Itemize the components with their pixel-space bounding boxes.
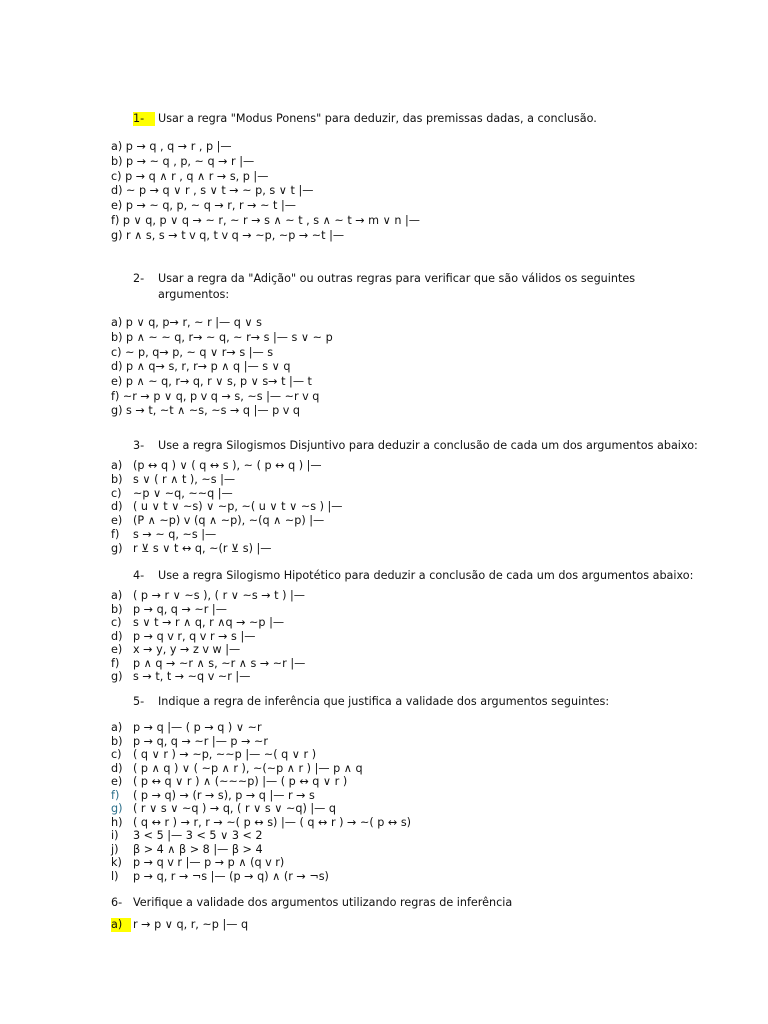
s3-label-d: d) <box>111 500 123 513</box>
item-label: c) <box>111 170 122 183</box>
item-label: c) <box>111 346 122 359</box>
s4-label-a: a) <box>111 589 123 602</box>
s5-label-c: c) <box>111 748 122 761</box>
item-label: d) <box>111 360 123 373</box>
s4-label-f: f) <box>111 657 120 670</box>
s5-label-h: h) <box>111 816 123 829</box>
s2-item-b <box>111 331 333 345</box>
s4-label-b: b) <box>111 603 123 616</box>
s6-label-a: a) <box>111 918 131 932</box>
s1-item-g <box>111 229 344 243</box>
s5-text-e: ( p ↔ q ∨ r ) ∧ (~~~p) |— ( p ↔ q ∨ r ) <box>133 775 348 788</box>
s4-text-f: p ∧ q → ~r ∧ s, ~r ∧ s → ~r |— <box>133 657 306 670</box>
s5-label-f: f) <box>111 789 120 802</box>
s5-text-b: p → q, q → ~r |— p → ~r <box>133 735 268 748</box>
s5-label-d: d) <box>111 762 123 775</box>
s5-text-k: p → q v r |— p → p ∧ (q v r) <box>133 856 285 869</box>
s1-item-b <box>111 155 254 169</box>
item-text: s → t, ~t ∧ ~s, ~s → q |— p v q <box>126 404 301 417</box>
section-2-number: 2- <box>133 272 145 285</box>
s5-text-l: p → q, r → ¬s |— (p → q) ∧ (r → ¬s) <box>133 870 329 883</box>
s3-text-a: (p ↔ q ) ∨ ( q ↔ s ), ~ ( p ↔ q ) |— <box>133 459 322 472</box>
s2-item-d <box>111 360 290 374</box>
s3-label-a: a) <box>111 459 123 472</box>
s1-item-d <box>111 184 313 198</box>
s4-label-d: d) <box>111 630 123 643</box>
section-2-title: Usar a regra da "Adição" ou outras regras para verificar que são válidos os seguintes <box>158 272 636 285</box>
section-2-title-line2: argumentos: <box>158 288 230 301</box>
s5-text-g: ( r ∨ s ∨ ~q ) → q, ( r ∨ s ∨ ~q) |— q <box>133 802 337 815</box>
item-label: b) <box>111 331 123 344</box>
item-text: p → q ∧ r , q ∧ r → s, p |— <box>125 170 269 183</box>
s2-item-c <box>111 346 273 360</box>
s1-item-a <box>111 140 232 154</box>
s3-label-c: c) <box>111 487 122 500</box>
item-text: p ∨ q, p→ r, ~ r |— q ∨ s <box>125 316 262 329</box>
s4-text-a: ( p → r ∨ ~s ), ( r ∨ ~s → t ) |— <box>133 589 305 602</box>
section-4-number: 4- <box>133 569 145 582</box>
s4-text-b: p → q, q → ~r |— <box>133 603 227 616</box>
s3-text-f: s → ~ q, ~s |— <box>133 528 217 541</box>
section-6-number: 6- <box>111 896 123 909</box>
section-4-title: Use a regra Silogismo Hipotético para deduzir a conclusão de cada um dos argumentos abaixo: <box>158 569 694 582</box>
item-text: ~r → p ∨ q, p v q → s, ~s |— ~r v q <box>122 390 320 403</box>
s1-item-e <box>111 199 296 213</box>
s3-text-e: (P ∧ ~p) v (q ∧ ~p), ~(q ∧ ~p) |— <box>133 514 325 527</box>
item-label: a) <box>111 316 123 329</box>
s5-label-g: g) <box>111 802 123 815</box>
item-label: d) <box>111 184 123 197</box>
section-5-number: 5- <box>133 695 145 708</box>
s4-text-e: x → y, y → z v w |— <box>133 643 241 656</box>
s3-label-g: g) <box>111 542 123 555</box>
item-label: g) <box>111 404 123 417</box>
s5-label-i: i) <box>111 829 119 842</box>
s5-text-d: ( p ∧ q ) ∨ ( ~p ∧ r ), ~(~p ∧ r ) |— p ∧ q <box>133 762 363 775</box>
s3-text-b: s ∨ ( r ∧ t ), ~s |— <box>133 473 236 486</box>
s5-label-k: k) <box>111 856 122 869</box>
s6-text-a: r → p ∨ q, r, ~p |— q <box>133 918 249 931</box>
item-text: p → ~ q , p, ~ q → r |— <box>126 155 255 168</box>
s2-item-a <box>111 316 262 330</box>
item-text: p ∨ q, p ∨ q → ~ r, ~ r → s ∧ ~ t , s ∧ ~ t → m ∨ n |— <box>122 214 420 227</box>
s5-label-e: e) <box>111 775 123 788</box>
s3-text-d: ( u ∨ t ∨ ~s) ∨ ~p, ~( u ∨ t ∨ ~s ) |— <box>133 500 343 513</box>
s5-text-a: p → q |— ( p → q ) ∨ ~r <box>133 721 262 734</box>
s5-text-f: ( p → q) → (r → s), p → q |— r → s <box>133 789 315 802</box>
s4-text-d: p → q v r, q v r → s |— <box>133 630 256 643</box>
item-label: f) <box>111 214 120 227</box>
item-label: f) <box>111 390 120 403</box>
item-label: b) <box>111 155 123 168</box>
item-label: g) <box>111 229 123 242</box>
s4-label-c: c) <box>111 616 122 629</box>
s3-label-e: e) <box>111 514 123 527</box>
s5-text-h: ( q ↔ r ) → r, r → ~( p ↔ s) |— ( q ↔ r ) → ~( p ↔ s) <box>133 816 412 829</box>
s4-text-c: s ∨ t → r ∧ q, r ∧q → ~p |— <box>133 616 285 629</box>
section-3-title: Use a regra Silogismos Disjuntivo para deduzir a conclusão de cada um dos argumentos abaixo: <box>158 439 698 452</box>
item-text: ~ p, q→ p, ~ q ∨ r→ s |— s <box>125 346 274 359</box>
s3-label-b: b) <box>111 473 123 486</box>
s4-label-e: e) <box>111 643 123 656</box>
item-label: a) <box>111 140 123 153</box>
s5-label-l: l) <box>111 870 119 883</box>
s5-text-j: β > 4 ∧ β > 8 |— β > 4 <box>133 843 263 856</box>
section-5-title: Indique a regra de inferência que justifica a validade dos argumentos seguintes: <box>158 695 610 708</box>
section-1-number: 1- <box>133 112 155 126</box>
item-text: p ∧ ~ q, r→ q, r ∨ s, p ∨ s→ t |— t <box>125 375 312 388</box>
s1-item-f <box>111 214 420 228</box>
item-text: p ∧ q→ s, r, r→ p ∧ q |— s ∨ q <box>126 360 291 373</box>
s3-label-f: f) <box>111 528 120 541</box>
s5-label-a: a) <box>111 721 123 734</box>
s1-item-c <box>111 170 268 184</box>
s3-text-g: r ⊻ s ∨ t ↔ q, ~(r ⊻ s) |— <box>133 542 272 555</box>
s5-text-i: 3 < 5 |— 3 < 5 ∨ 3 < 2 <box>133 829 263 842</box>
item-text: p → q , q → r , p |— <box>125 140 232 153</box>
s5-text-c: ( q ∨ r ) → ~p, ~~p |— ~( q ∨ r ) <box>133 748 317 761</box>
section-3-number: 3- <box>133 439 145 452</box>
item-text: p → ~ q, p, ~ q → r, r → ~ t |— <box>125 199 296 212</box>
s2-item-e <box>111 375 312 389</box>
item-text: ~ p → q ∨ r , s ∨ t → ~ p, s ∨ t |— <box>126 184 314 197</box>
s5-label-b: b) <box>111 735 123 748</box>
item-label: e) <box>111 375 123 388</box>
s2-item-g <box>111 404 300 418</box>
s3-text-c: ~p ∨ ~q, ~~q |— <box>133 487 233 500</box>
s4-label-g: g) <box>111 670 123 683</box>
s2-item-f <box>111 390 319 404</box>
item-text: r ∧ s, s → t v q, t v q → ~p, ~p → ~t |— <box>126 229 345 242</box>
s5-label-j: j) <box>111 843 119 856</box>
section-1-title: Usar a regra "Modus Ponens" para deduzir, das premissas dadas, a conclusão. <box>158 112 597 125</box>
item-label: e) <box>111 199 123 212</box>
section-6-title: Verifique a validade dos argumentos utilizando regras de inferência <box>133 896 513 909</box>
s4-text-g: s → t, t → ~q v ~r |— <box>133 670 251 683</box>
item-text: p ∧ ~ ~ q, r→ ~ q, ~ r→ s |— s ∨ ~ p <box>126 331 333 344</box>
